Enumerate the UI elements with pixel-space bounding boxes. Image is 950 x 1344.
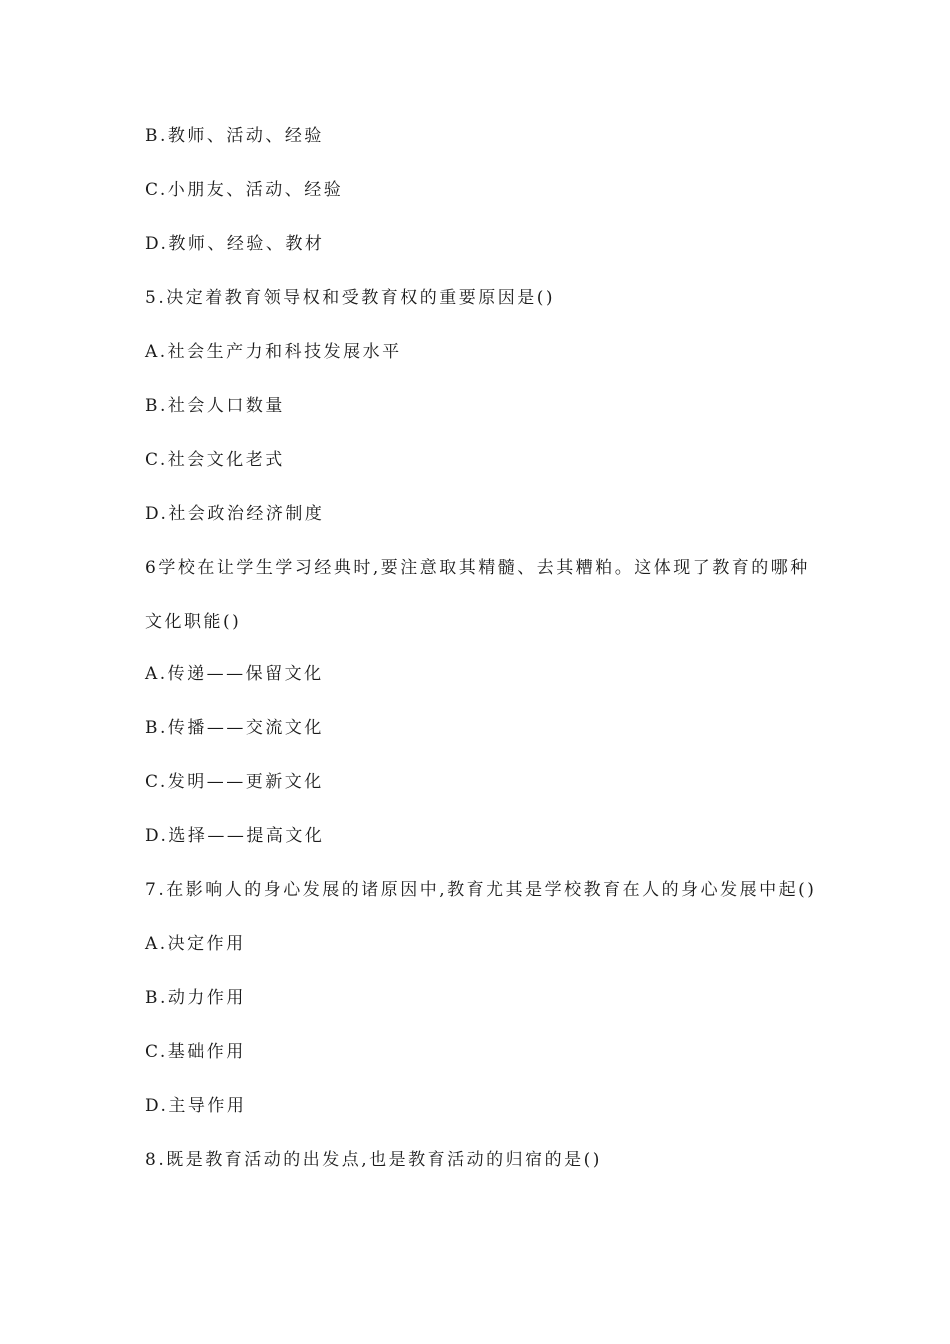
option-c-q7: C.基础作用 (145, 1042, 246, 1062)
option-d-q4: D.教师、经验、教材 (145, 234, 325, 254)
question-7: 7.在影响人的身心发展的诸原因中,教育尤其是学校教育在人的身心发展中起() (145, 880, 817, 900)
option-b-q7: B.动力作用 (145, 988, 246, 1008)
question-6-line-1: 6学校在让学生学习经典时,要注意取其精髓、去其糟粕。这体现了教育的哪种 (145, 558, 810, 578)
question-8: 8.既是教育活动的出发点,也是教育活动的归宿的是() (145, 1150, 602, 1170)
option-b-q6: B.传播——交流文化 (145, 718, 324, 738)
question-5: 5.决定着教育领导权和受教育权的重要原因是() (145, 288, 555, 308)
option-d-q6: D.选择——提高文化 (145, 826, 325, 846)
option-c-q4: C.小朋友、活动、经验 (145, 180, 344, 200)
question-6-line-2: 文化职能() (145, 612, 242, 632)
option-b-q4: B.教师、活动、经验 (145, 126, 324, 146)
option-a-q6: A.传递——保留文化 (145, 664, 324, 684)
option-c-q6: C.发明——更新文化 (145, 772, 324, 792)
option-d-q5: D.社会政治经济制度 (145, 504, 325, 524)
option-b-q5: B.社会人口数量 (145, 396, 285, 416)
option-a-q5: A.社会生产力和科技发展水平 (145, 342, 402, 362)
option-c-q5: C.社会文化老式 (145, 450, 285, 470)
option-d-q7: D.主导作用 (145, 1096, 247, 1116)
option-a-q7: A.决定作用 (145, 934, 246, 954)
